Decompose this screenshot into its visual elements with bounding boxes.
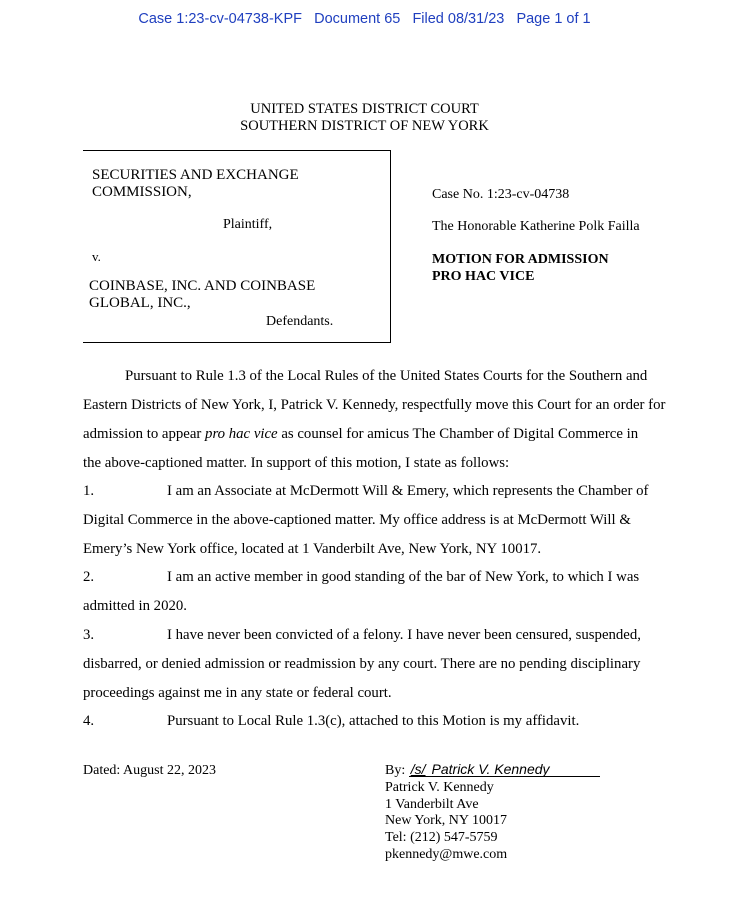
intro-line: admission to appear pro hac vice as counsel for amicus The Chamber of Digital Commerce in — [83, 426, 639, 442]
intro-paragraph — [83, 362, 666, 478]
dated-line: Dated: August 22, 2023 — [83, 763, 216, 778]
signer-phone: Tel: (212) 547-5759 — [385, 830, 498, 845]
intro-line: Eastern Districts of New York, I, Patrick V. Kennedy, respectfully move this Court for an order for — [83, 397, 666, 413]
plaintiff-role: Plaintiff, — [223, 217, 273, 232]
signature-line — [385, 762, 600, 779]
intro-line: Pursuant to Rule 1.3 of the Local Rules of the United States Courts for the Southern and — [125, 368, 648, 384]
numbered-item-4: 4. Pursuant to Local Rule 1.3(c), attached to this Motion is my affidavit. — [83, 707, 651, 736]
item-number: 2. — [83, 569, 95, 585]
item-line: proceedings against me in any state or federal court. — [83, 685, 392, 701]
motion-title-line2: PRO HAC VICE — [432, 269, 535, 284]
defendant-name-line1: COINBASE, INC. AND COINBASE — [89, 278, 316, 294]
motion-title-line1: MOTION FOR ADMISSION — [432, 252, 609, 267]
signer-address-line2: New York, NY 10017 — [385, 813, 507, 828]
judge-name: The Honorable Katherine Polk Failla — [432, 219, 640, 234]
item-line: Emery’s New York office, located at 1 Vanderbilt Ave, New York, NY 10017. — [83, 541, 542, 557]
item-number: 1. — [83, 483, 95, 499]
signer-email: pkennedy@mwe.com — [385, 847, 508, 862]
item-number: 3. — [83, 627, 95, 643]
court-district: SOUTHERN DISTRICT OF NEW YORK — [240, 118, 489, 134]
intro-line: the above-captioned matter. In support of this motion, I state as follows: — [83, 455, 510, 471]
signer-address-line1: 1 Vanderbilt Ave — [385, 797, 479, 812]
ecf-page-number: Page 1 of 1 — [516, 11, 591, 27]
plaintiff-name-line1: SECURITIES AND EXCHANGE — [92, 167, 299, 183]
ecf-header — [0, 11, 729, 27]
court-name: UNITED STATES DISTRICT COURT — [250, 101, 479, 117]
case-number: Case No. 1:23-cv-04738 — [432, 187, 570, 202]
plaintiff-name-line2: COMMISSION, — [92, 184, 192, 200]
ecf-case-number: Case 1:23-cv-04738-KPF — [138, 11, 302, 27]
item-line: disbarred, or denied admission or readmission by any court. There are no pending disciplinary — [83, 656, 641, 672]
by-label: By: — [385, 763, 406, 778]
item-number: 4. — [83, 713, 95, 729]
signer-name: Patrick V. Kennedy — [385, 780, 494, 795]
ecf-document-number: Document 65 — [314, 11, 401, 27]
defendant-role: Defendants. — [266, 314, 334, 329]
pro-hac-vice-italic: pro hac vice — [205, 426, 278, 442]
numbered-item-2: 2. I am an active member in good standing of the bar of New York, to which I was admitted in 2020. — [83, 563, 651, 621]
electronic-signature: /s/ Patrick V. Kennedy — [409, 762, 600, 777]
versus: v. — [92, 249, 101, 264]
item-line: admitted in 2020. — [83, 598, 187, 614]
defendant-name-line2: GLOBAL, INC., — [89, 295, 191, 311]
numbered-item-3: 3. I have never been convicted of a felony. I have never been censured, suspended, disbarred, or denied admission or readmission by any court. There are no pending disciplinary proceedings against me in any state or federal court. — [83, 621, 651, 708]
item-line: Digital Commerce in the above-captioned matter. My office address is at McDermott Will & — [83, 512, 631, 528]
ecf-filed-date: Filed 08/31/23 — [412, 11, 505, 27]
numbered-item-1: 1. I am an Associate at McDermott Will & Emery, which represents the Chamber of Digital Commerce in the above-captioned matter. My office address is at McDermott Will & Emery’s New York office, located at 1 Vanderbilt Ave, New York, NY 10017. — [83, 477, 651, 564]
